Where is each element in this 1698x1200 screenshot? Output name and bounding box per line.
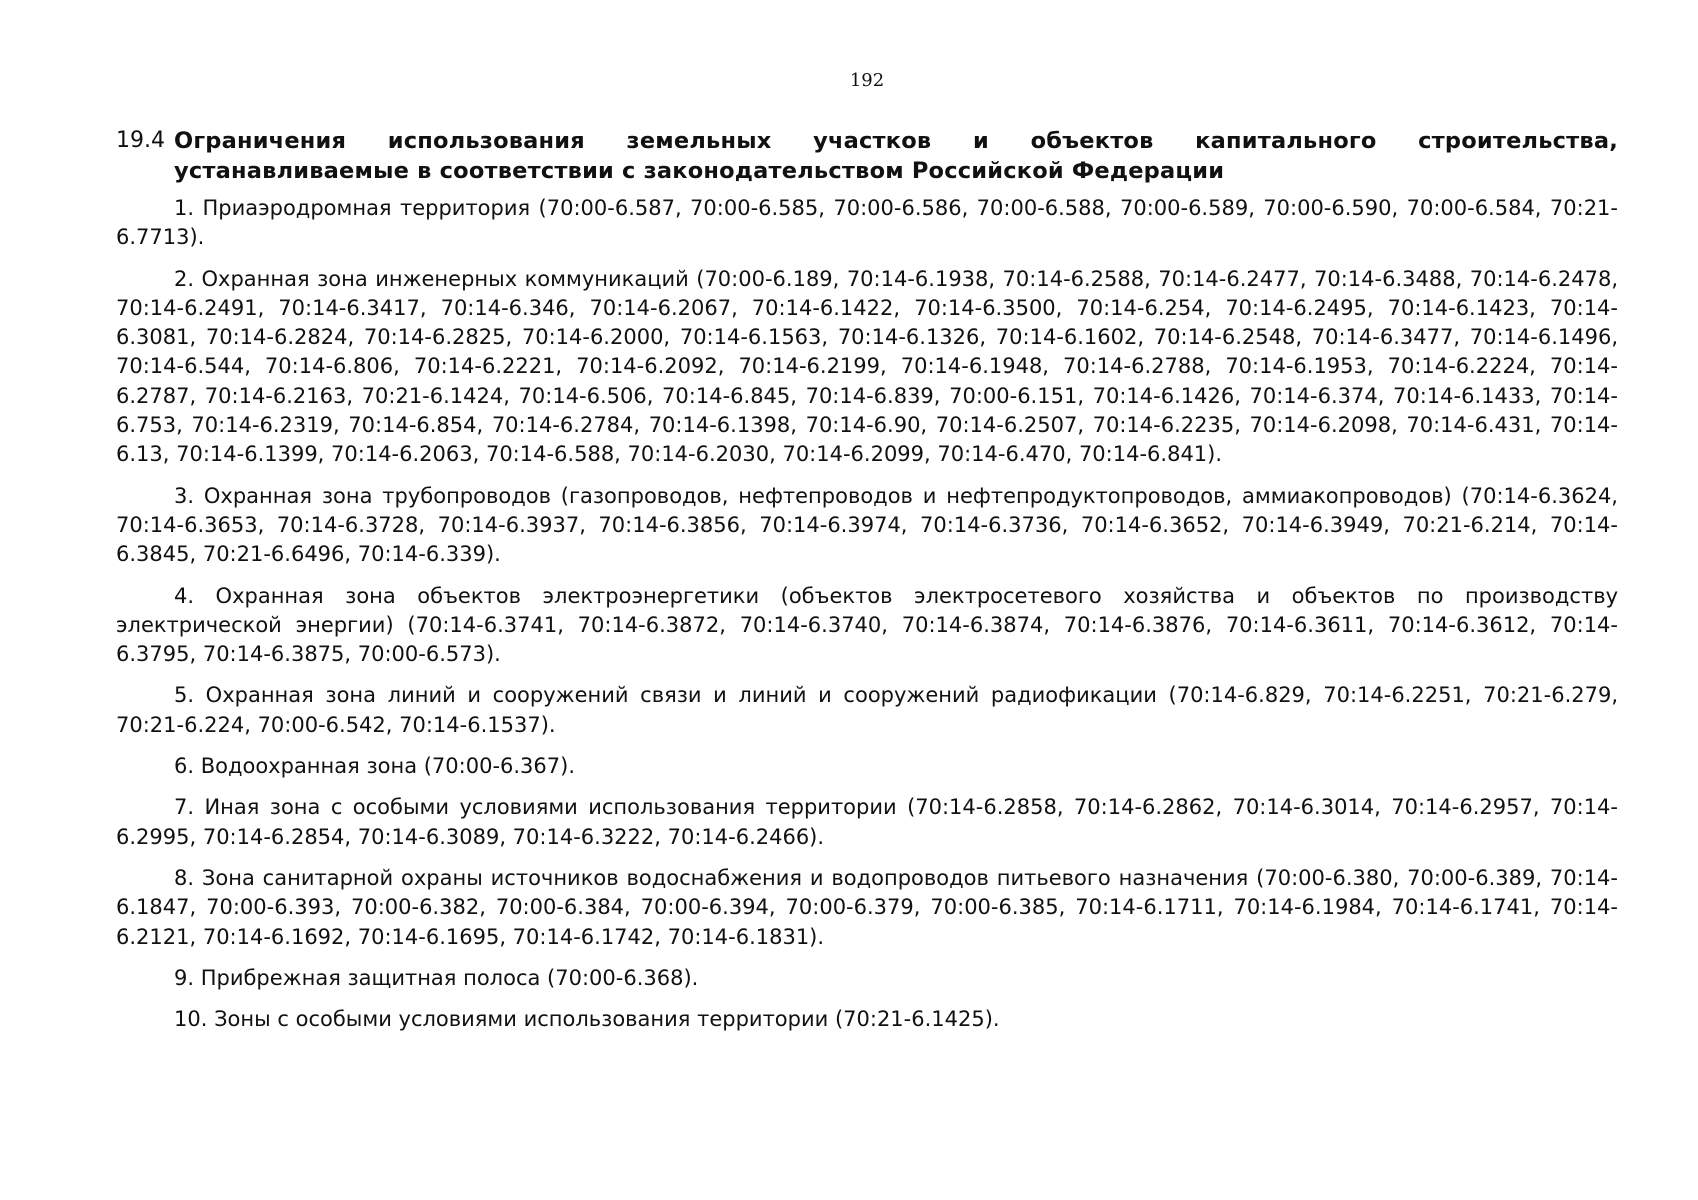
restrictions-list [116,194,1618,1046]
page-number: 192 [849,70,885,91]
list-item: 1. Приаэродромная территория (70:00-6.587, 70:00-6.585, 70:00-6.586, 70:00-6.588, 70:00-6.589, 70:00-6.590, 70:00-6.584, 70:21-6.7713). [116,196,1618,250]
list-item: 8. Зона санитарной охраны источников водоснабжения и водопроводов питьевого назначения (70:00-6.380, 70:00-6.389, 70:14-6.1847, 70:00-6.393, 70:00-6.382, 70:00-6.384, 70:00-6.394, 70:00-6.379, 70:00-6.385, 70:14-6.1711, 70:14-6.1984, 70:14-6.1741, 70:14-6.2121, 70:14-6.1692, 70:14-6.1695, 70:14-6.1742, 70:14-6.1831). [116,865,1618,949]
list-item: 6. Водоохранная зона (70:00-6.367). [174,754,576,779]
list-item: 2. Охранная зона инженерных коммуникаций (70:00-6.189, 70:14-6.1938, 70:14-6.2588, 70:14-6.2477, 70:14-6.3488, 70:14-6.2478, 70:14-6.2491, 70:14-6.3417, 70:14-6.346, 70:14-6.2067, 70:14-6.1422, 70:14-6.3500, 70:14-6.254, 70:14-6.2495, 70:14-6.1423, 70:14-6.3081, 70:14-6.2824, 70:14-6.2825, 70:14-6.2000, 70:14-6.1563, 70:14-6.1326, 70:14-6.1602, 70:14-6.2548, 70:14-6.3477, 70:14-6.1496, 70:14-6.544, 70:14-6.806, 70:14-6.2221, 70:14-6.2092, 70:14-6.2199, 70:14-6.1948, 70:14-6.2788, 70:14-6.1953, 70:14-6.2224, 70:14-6.2787, 70:14-6.2163, 70:21-6.1424, 70:14-6.506, 70:14-6.845, 70:14-6.839, 70:00-6.151, 70:14-6.1426, 70:14-6.374, 70:14-6.1433, 70:14-6.753, 70:14-6.2319, 70:14-6.854, 70:14-6.2784, 70:14-6.1398, 70:14-6.90, 70:14-6.2507, 70:14-6.2235, 70:14-6.2098, 70:14-6.431, 70:14-6.13, 70:14-6.1399, 70:14-6.2063, 70:14-6.588, 70:14-6.2030, 70:14-6.2099, 70:14-6.470, 70:14-6.841). [116,266,1618,467]
section-title: Ограничения использования земельных участков и объектов капитального строительства, устанавливаемые в соответствии с законодательством Российской Федерации [174,128,1618,184]
list-item: 10. Зоны с особыми условиями использования территории (70:21-6.1425). [174,1007,1000,1032]
list-item: 4. Охранная зона объектов электроэнергетики (объектов электросетевого хозяйства и объектов по производству электрической энергии) (70:14-6.3741, 70:14-6.3872, 70:14-6.3740, 70:14-6.3874, 70:14-6.3876, 70:14-6.3611, 70:14-6.3612, 70:14-6.3795, 70:14-6.3875, 70:00-6.573). [116,583,1618,667]
list-item: 9. Прибрежная защитная полоса (70:00-6.368). [174,965,699,990]
section-number: 19.4 [116,128,165,153]
list-item: 7. Иная зона с особыми условиями использования территории (70:14-6.2858, 70:14-6.2862, 70:14-6.3014, 70:14-6.2957, 70:14-6.2995, 70:14-6.2854, 70:14-6.3089, 70:14-6.3222, 70:14-6.2466). [116,795,1618,849]
section-heading [116,126,1618,186]
list-item: 3. Охранная зона трубопроводов (газопроводов, нефтепроводов и нефтепродуктопроводов, аммиакопроводов) (70:14-6.3624, 70:14-6.3653, 70:14-6.3728, 70:14-6.3937, 70:14-6.3856, 70:14-6.3974, 70:14-6.3736, 70:14-6.3652, 70:14-6.3949, 70:21-6.214, 70:14-6.3845, 70:21-6.6496, 70:14-6.339). [116,483,1618,567]
list-item: 5. Охранная зона линий и сооружений связи и линий и сооружений радиофикации (70:14-6.829, 70:14-6.2251, 70:21-6.279, 70:21-6.224, 70:00-6.542, 70:14-6.1537). [116,683,1618,737]
